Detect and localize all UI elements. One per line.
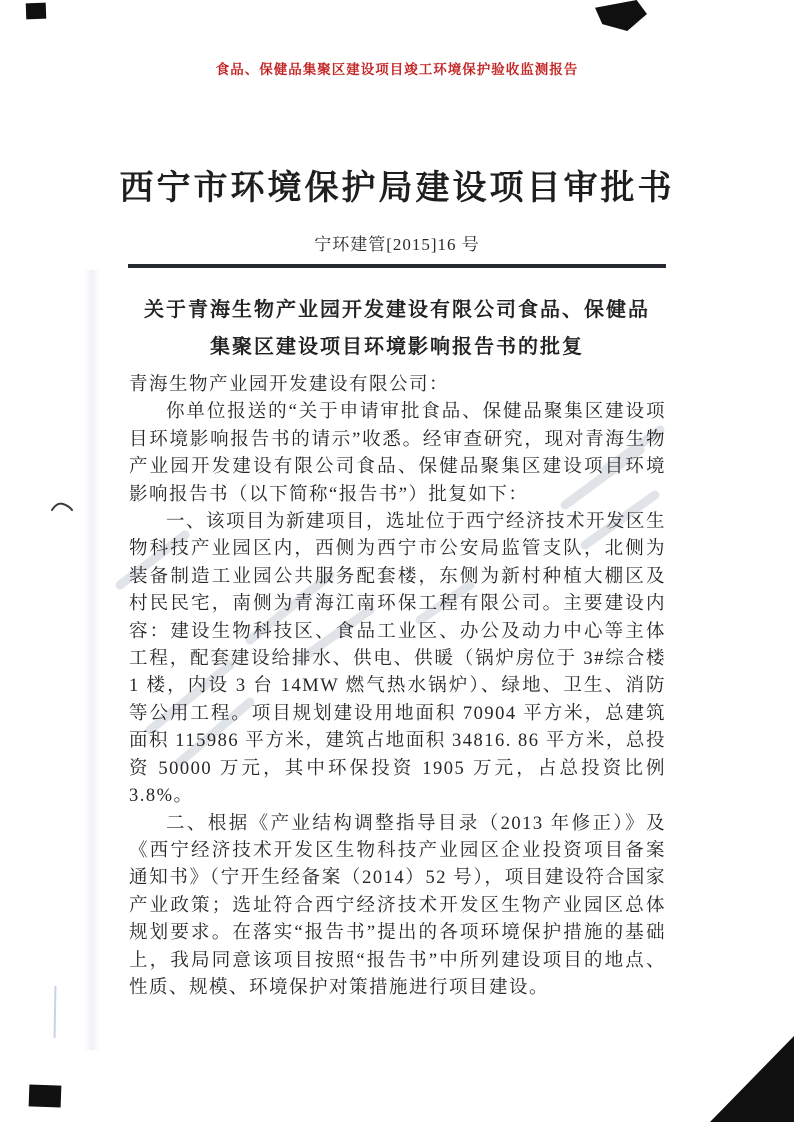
handwritten-tick-mark [49,498,75,514]
scan-edge-line [54,986,57,1038]
document-body [129,372,666,1002]
salutation: 青海生物产业园开发建设有限公司： [129,375,450,395]
subject-title [110,292,684,366]
document-header-note: 食品、保健品集聚区建设项目竣工环境保护验收监测报告 [215,62,579,77]
subject-line-1: 关于青海生物产业园开发建设有限公司食品、保健品 [144,299,650,321]
subject-line-2: 集聚区建设项目环境影响报告书的批复 [210,336,584,358]
corner-mark-bottom-right [710,1036,794,1122]
corner-mark-top-left [26,3,47,20]
paragraph: 二、根据《产业结构调整指导目录（2013 年修正）》及《西宁经济技术开发区生物科技产业园区企业投资项目备案通知书》（宁开生经备案（2014）52 号），项目建设符合国家产业政策；选址符合西宁经济技术开发区生物产业园区总体规划要求。在落实“报告书”提出的各项环境保护措施的基础上，我局同意该项目按照“报告书”中所列建设项目的地点、性质、规模、环境保护对策措施进行项目建设。 [129,813,666,998]
corner-mark-top-right [595,0,647,31]
document-number: 宁环建管[2015]16 号 [314,235,480,254]
corner-mark-bottom-left [29,1084,62,1107]
divider-rule [128,264,666,268]
paragraph: 你单位报送的“关于申请审批食品、保健品聚集区建设项目环境影响报告书的请示”收悉。经审查研究，现对青海生物产业园开发建设有限公司食品、保健品聚集区建设项目环境影响报告书（以下简称“报告书”）批复如下： [129,402,666,505]
scan-shadow-band [84,270,100,1050]
page-title: 西宁市环境保护局建设项目审批书 [119,170,675,207]
paragraph: 一、该项目为新建项目，选址位于西宁经济技术开发区生物科技产业园区内，西侧为西宁市公安局监管支队，北侧为装备制造工业园公共服务配套楼，东侧为新村种植大棚区及村民民宅，南侧为青海江南环保工程有限公司。主要建设内容：建设生物科技区、食品工业区、办公及动力中心等主体工程，配套建设给排水、供电、供暖（锅炉房位于 3#综合楼 1 楼，内设 3 台 14MW 燃气热水锅炉）、绿地、卫生、消防等公用工程。项目规划建设用地面积 70904 平方米，总建筑面积 115986 平方米，建筑占地面积 34816. 86 平方米，总投资 50000 万元，其中环保投资 1905 万元，占总投资比例 3.8%。 [129,512,667,807]
